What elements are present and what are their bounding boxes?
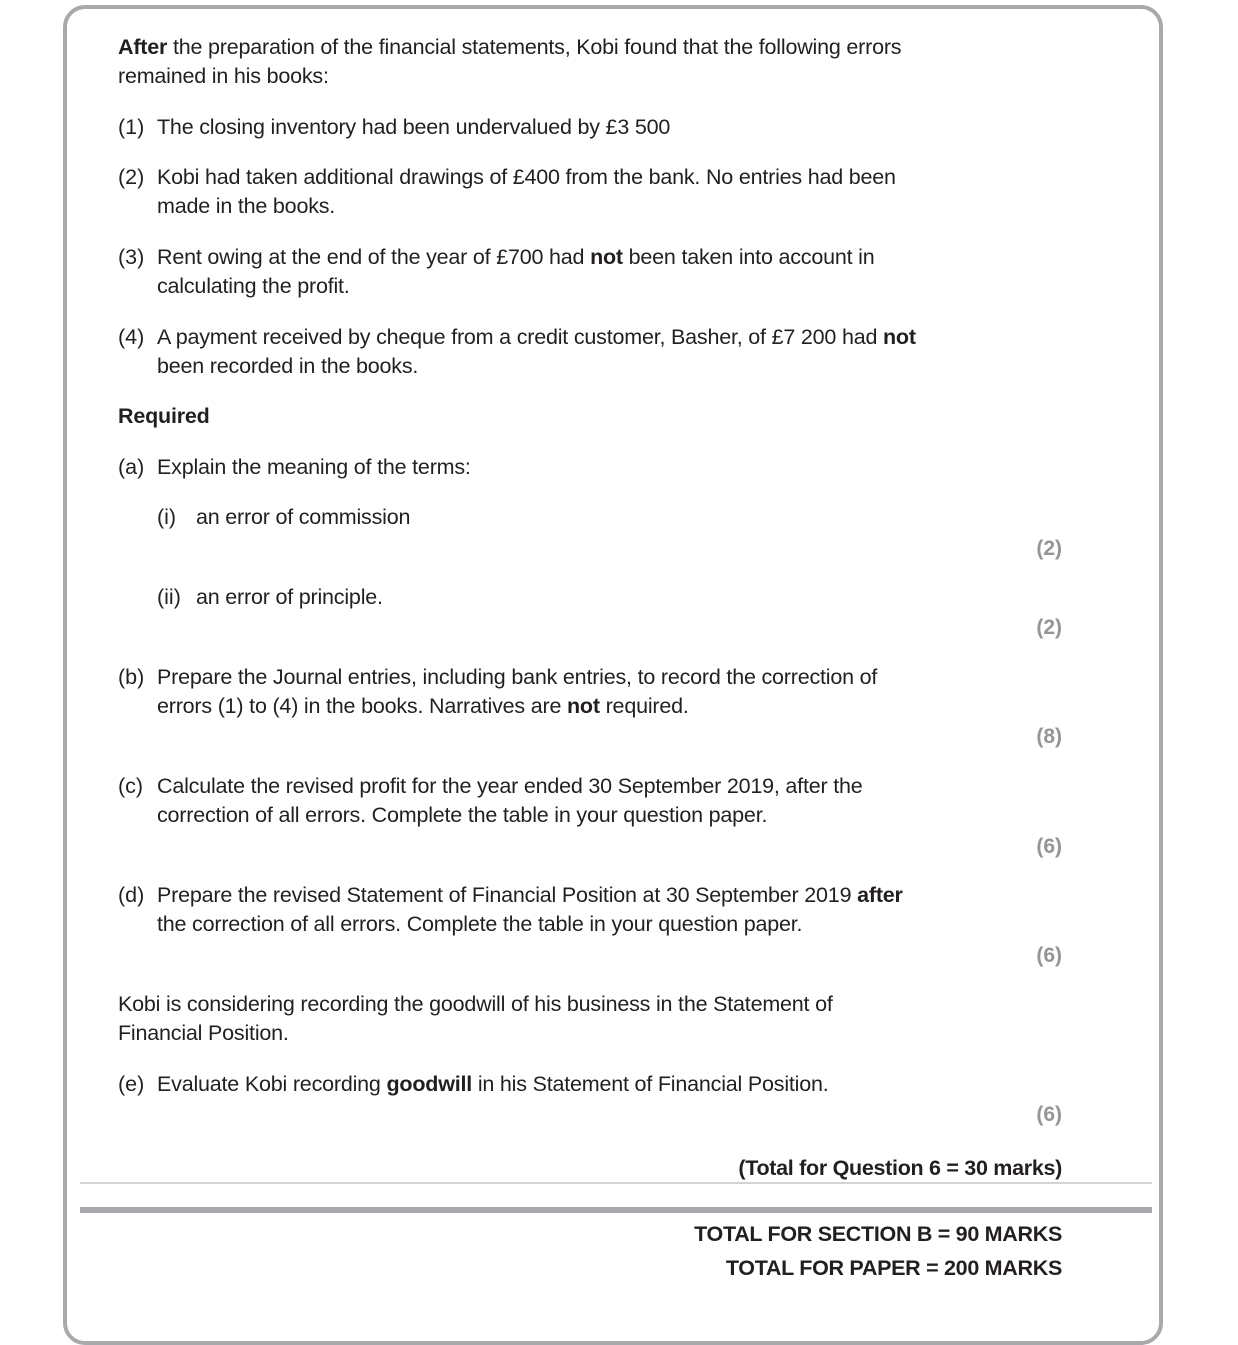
error-number: (2) xyxy=(118,165,145,189)
marks-a-i: (2) xyxy=(1036,537,1062,560)
marks-c: (6) xyxy=(1036,835,1062,858)
question-d-text-cont: the correction of all errors. Complete the table in your question paper. xyxy=(157,912,803,936)
question-number: (c) xyxy=(118,774,144,798)
error-3-text: Rent owing at the end of the year of £700 had not been taken into account in xyxy=(157,245,875,269)
error-4-text: A payment received by cheque from a credit customer, Basher, of £7 200 had not xyxy=(157,325,916,349)
error-4-text-cont: been recorded in the books. xyxy=(157,354,419,378)
question-c-text: Calculate the revised profit for the year ended 30 September 2019, after the xyxy=(157,774,863,798)
question-number: (e) xyxy=(118,1072,145,1096)
error-number: (3) xyxy=(118,245,145,269)
question-number: (d) xyxy=(118,883,145,907)
question-b-text: Prepare the Journal entries, including bank entries, to record the correction of xyxy=(157,665,878,689)
error-number: (4) xyxy=(118,325,145,349)
paper-total: TOTAL FOR PAPER = 200 MARKS xyxy=(725,1256,1062,1280)
marks-b: (8) xyxy=(1036,725,1062,748)
section-total: TOTAL FOR SECTION B = 90 MARKS xyxy=(694,1222,1062,1246)
subquestion-number: (ii) xyxy=(157,585,181,609)
marks-e: (6) xyxy=(1036,1103,1062,1126)
divider xyxy=(80,1182,1152,1184)
error-1-text: The closing inventory had been undervalued by £3 500 xyxy=(157,115,671,139)
question-c-text-cont: correction of all errors. Complete the table in your question paper. xyxy=(157,803,768,827)
intro-line-2: remained in his books: xyxy=(118,64,329,88)
question-number: (b) xyxy=(118,665,145,689)
error-3-text-cont: calculating the profit. xyxy=(157,274,350,298)
question-e-text: Evaluate Kobi recording goodwill in his Statement of Financial Position. xyxy=(157,1072,829,1096)
error-number: (1) xyxy=(118,115,145,139)
required-heading: Required xyxy=(118,404,210,428)
question-a-i-text: an error of commission xyxy=(196,505,411,529)
subquestion-number: (i) xyxy=(157,505,177,529)
intro-line-1: After the preparation of the financial statements, Kobi found that the following errors xyxy=(118,35,902,59)
question-a-text: Explain the meaning of the terms: xyxy=(157,455,471,479)
marks-d: (6) xyxy=(1036,944,1062,967)
error-2-text: Kobi had taken additional drawings of £400 from the bank. No entries had been xyxy=(157,165,896,189)
question-d-text: Prepare the revised Statement of Financial Position at 30 September 2019 after xyxy=(157,883,903,907)
question-b-text-cont: errors (1) to (4) in the books. Narratives are not required. xyxy=(157,694,689,718)
question-a-ii-text: an error of principle. xyxy=(196,585,383,609)
marks-a-ii: (2) xyxy=(1036,616,1062,639)
question-number: (a) xyxy=(118,455,145,479)
error-2-text-cont: made in the books. xyxy=(157,194,336,218)
goodwill-intro: Kobi is considering recording the goodwill of his business in the Statement of xyxy=(118,992,833,1016)
goodwill-intro-cont: Financial Position. xyxy=(118,1021,289,1045)
section-divider xyxy=(80,1207,1152,1213)
question-total: (Total for Question 6 = 30 marks) xyxy=(738,1156,1062,1180)
